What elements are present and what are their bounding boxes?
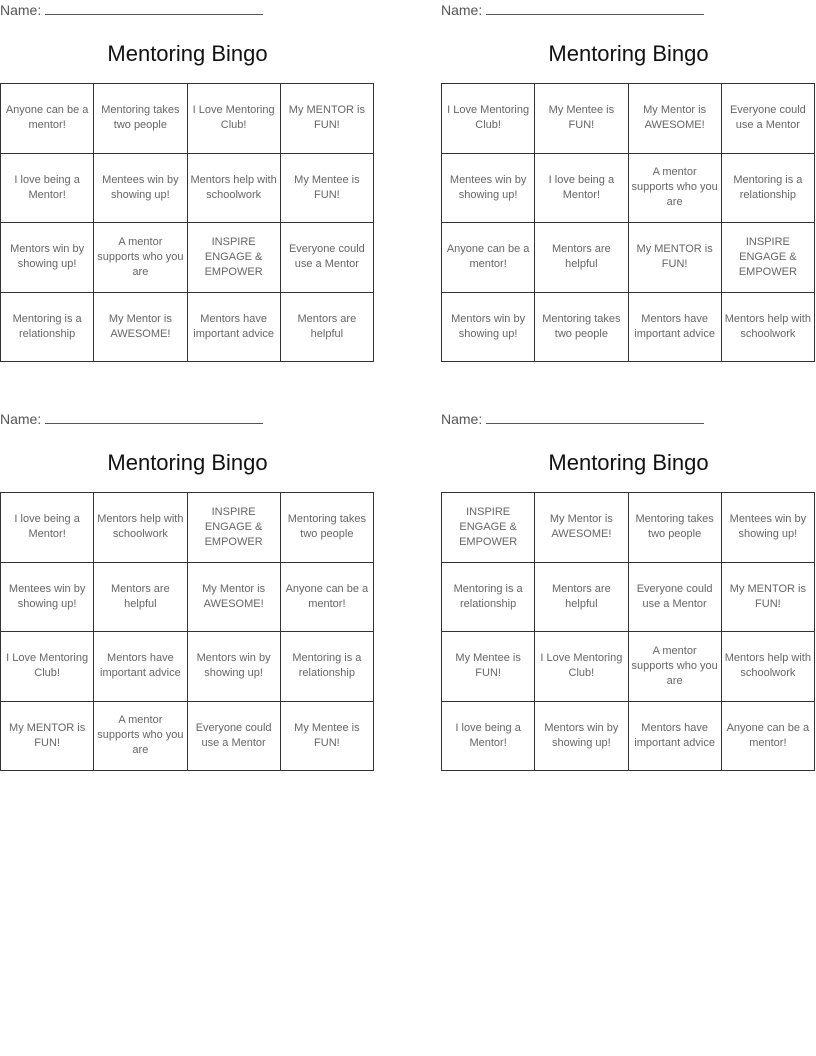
bingo-cell: I love being a Mentor! bbox=[1, 493, 94, 563]
bingo-cell: Mentors win by showing up! bbox=[442, 293, 535, 363]
bingo-cell: Everyone could use a Mentor bbox=[629, 563, 722, 633]
bingo-cell: Mentoring is a relationship bbox=[722, 154, 815, 224]
bingo-cell: Mentors help with schoolwork bbox=[722, 293, 815, 363]
bingo-cell: My MENTOR is FUN! bbox=[629, 223, 722, 293]
bingo-cell: A mentor supports who you are bbox=[94, 702, 187, 772]
name-line bbox=[441, 411, 704, 427]
name-label: Name: bbox=[441, 411, 483, 427]
bingo-cell: Mentors help with schoolwork bbox=[188, 154, 281, 224]
name-label: Name: bbox=[0, 411, 42, 427]
bingo-cell: Mentoring takes two people bbox=[629, 493, 722, 563]
bingo-cell: Everyone could use a Mentor bbox=[188, 702, 281, 772]
bingo-cell: I Love Mentoring Club! bbox=[188, 84, 281, 154]
bingo-cell: INSPIRE ENGAGE & EMPOWER bbox=[442, 493, 535, 563]
bingo-cell: Mentors win by showing up! bbox=[188, 632, 281, 702]
bingo-cell: My MENTOR is FUN! bbox=[722, 563, 815, 633]
bingo-cell: Mentees win by showing up! bbox=[442, 154, 535, 224]
bingo-cell: My Mentee is FUN! bbox=[442, 632, 535, 702]
name-label: Name: bbox=[441, 2, 483, 18]
bingo-grid bbox=[441, 83, 815, 362]
name-line bbox=[441, 2, 704, 18]
bingo-cell: A mentor supports who you are bbox=[94, 223, 187, 293]
bingo-cell: INSPIRE ENGAGE & EMPOWER bbox=[188, 493, 281, 563]
bingo-card-2 bbox=[441, 0, 816, 360]
bingo-grid bbox=[0, 492, 374, 771]
bingo-cell: I Love Mentoring Club! bbox=[1, 632, 94, 702]
bingo-cell: My Mentee is FUN! bbox=[281, 702, 374, 772]
bingo-cell: I love being a Mentor! bbox=[1, 154, 94, 224]
bingo-cell: Everyone could use a Mentor bbox=[722, 84, 815, 154]
bingo-cell: Mentees win by showing up! bbox=[1, 563, 94, 633]
bingo-cell: Mentoring is a relationship bbox=[281, 632, 374, 702]
bingo-cell: Mentoring is a relationship bbox=[1, 293, 94, 363]
bingo-cell: Anyone can be a mentor! bbox=[442, 223, 535, 293]
bingo-cell: Mentees win by showing up! bbox=[722, 493, 815, 563]
bingo-cell: Mentors are helpful bbox=[281, 293, 374, 363]
bingo-grid bbox=[0, 83, 374, 362]
card-title: Mentoring Bingo bbox=[548, 41, 709, 66]
bingo-cell: My Mentor is AWESOME! bbox=[535, 493, 628, 563]
bingo-cell: Mentoring takes two people bbox=[94, 84, 187, 154]
bingo-cell: Mentors have important advice bbox=[94, 632, 187, 702]
bingo-cell: INSPIRE ENGAGE & EMPOWER bbox=[722, 223, 815, 293]
bingo-cell: Mentors win by showing up! bbox=[535, 702, 628, 772]
bingo-card-3 bbox=[0, 409, 376, 769]
bingo-cell: My Mentor is AWESOME! bbox=[188, 563, 281, 633]
bingo-cell: I love being a Mentor! bbox=[442, 702, 535, 772]
bingo-cell: My Mentee is FUN! bbox=[535, 84, 628, 154]
name-label: Name: bbox=[0, 2, 42, 18]
name-line bbox=[0, 411, 263, 427]
bingo-cell: My MENTOR is FUN! bbox=[1, 702, 94, 772]
bingo-cell: Mentors are helpful bbox=[535, 563, 628, 633]
bingo-cell: INSPIRE ENGAGE & EMPOWER bbox=[188, 223, 281, 293]
name-line bbox=[0, 2, 263, 18]
name-blank bbox=[486, 2, 704, 15]
bingo-cell: A mentor supports who you are bbox=[629, 154, 722, 224]
bingo-cell: Mentoring takes two people bbox=[281, 493, 374, 563]
bingo-cell: A mentor supports who you are bbox=[629, 632, 722, 702]
bingo-card-1 bbox=[0, 0, 376, 360]
bingo-cell: Mentoring takes two people bbox=[535, 293, 628, 363]
bingo-cell: My Mentor is AWESOME! bbox=[94, 293, 187, 363]
bingo-cell: Mentors are helpful bbox=[94, 563, 187, 633]
bingo-cell: My Mentor is AWESOME! bbox=[629, 84, 722, 154]
bingo-cell: Mentors help with schoolwork bbox=[722, 632, 815, 702]
bingo-card-4 bbox=[441, 409, 816, 769]
bingo-cell: Mentors have important advice bbox=[188, 293, 281, 363]
bingo-cell: Mentors help with schoolwork bbox=[94, 493, 187, 563]
bingo-cell: My Mentee is FUN! bbox=[281, 154, 374, 224]
bingo-cell: Mentors win by showing up! bbox=[1, 223, 94, 293]
card-title: Mentoring Bingo bbox=[107, 41, 268, 66]
bingo-cell: Mentors are helpful bbox=[535, 223, 628, 293]
bingo-cell: Anyone can be a mentor! bbox=[281, 563, 374, 633]
bingo-cell: I love being a Mentor! bbox=[535, 154, 628, 224]
name-blank bbox=[45, 411, 263, 424]
bingo-cell: Anyone can be a mentor! bbox=[722, 702, 815, 772]
bingo-cell: Mentees win by showing up! bbox=[94, 154, 187, 224]
bingo-cell: I Love Mentoring Club! bbox=[442, 84, 535, 154]
bingo-cell: My MENTOR is FUN! bbox=[281, 84, 374, 154]
card-title: Mentoring Bingo bbox=[107, 450, 268, 475]
bingo-cell: Mentoring is a relationship bbox=[442, 563, 535, 633]
bingo-cell: I Love Mentoring Club! bbox=[535, 632, 628, 702]
name-blank bbox=[45, 2, 263, 15]
bingo-cell: Everyone could use a Mentor bbox=[281, 223, 374, 293]
name-blank bbox=[486, 411, 704, 424]
card-title: Mentoring Bingo bbox=[548, 450, 709, 475]
bingo-grid bbox=[441, 492, 815, 771]
bingo-cell: Anyone can be a mentor! bbox=[1, 84, 94, 154]
bingo-cell: Mentors have important advice bbox=[629, 293, 722, 363]
bingo-cell: Mentors have important advice bbox=[629, 702, 722, 772]
